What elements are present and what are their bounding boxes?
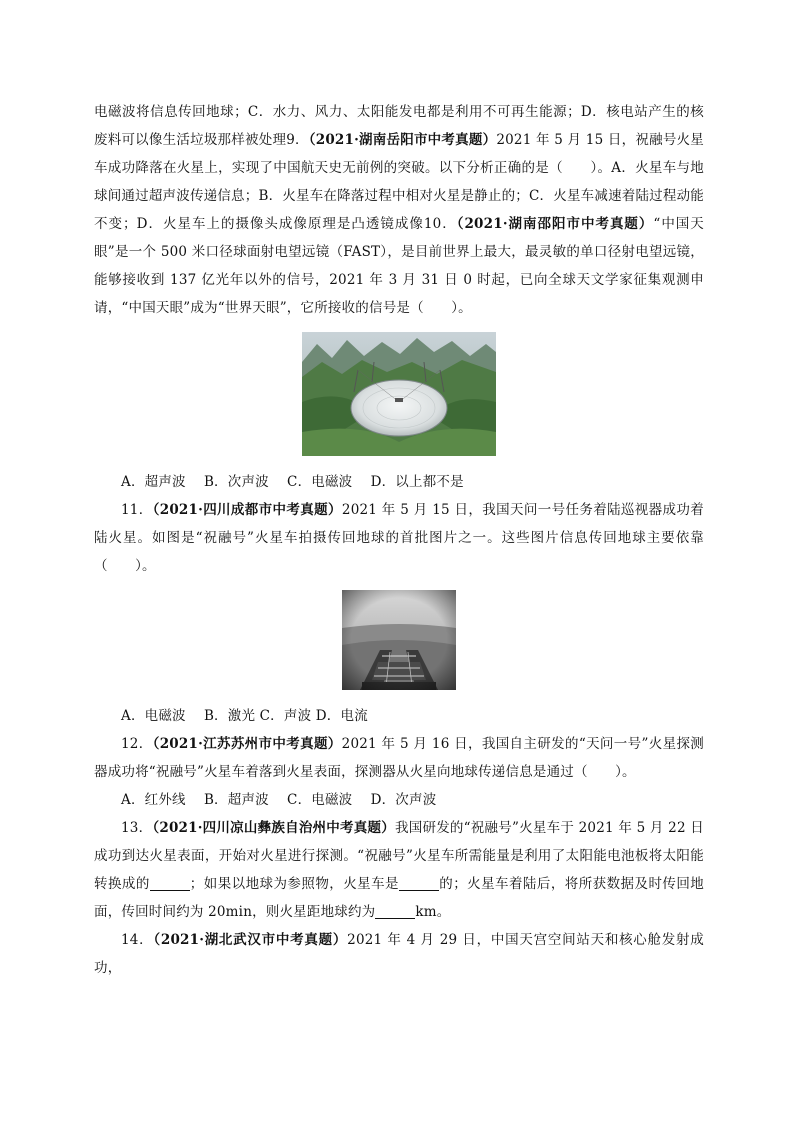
question-13-number: 13． <box>121 820 153 836</box>
question-11-block <box>94 496 704 580</box>
question-14-text: 2021 年 4 月 29 日，中国天宫空间站天和核心舱发射成功， <box>94 932 704 976</box>
question-9-block <box>94 98 704 322</box>
question-9-number: 9． <box>286 132 309 148</box>
answer-blank-3 <box>375 904 415 919</box>
question-9-text: 2021 年 5 月 15 日，祝融号火星车成功降落在火星上，实现了中国航天史无前例的突破。以下分析正确的是（ ）。A．火星车与地球间通过超声波传递信息；B．火星车在降落过程中相对火星是静止的；C．火星车减速着陆过程动能不变；D．火星车上的摄像头成像原理是凸透镜成像 <box>94 132 704 232</box>
question-13-text-3: 的；火星车着陆后，将所获数据及时传回地面，传回时间约为 20min，则火星距地球约为 <box>94 876 704 920</box>
question-11-source: （2021·四川成都市中考真题） <box>152 502 342 518</box>
question-9-source: （2021·湖南岳阳市中考真题） <box>308 132 497 148</box>
question-12-options: A．红外线 B．超声波 C．电磁波 D．次声波 <box>121 792 437 808</box>
question-14-number: 14． <box>121 932 154 948</box>
mars-rover-image <box>342 590 456 690</box>
question-10-options: A．超声波 B．次声波 C．电磁波 D．以上都不是 <box>121 474 464 490</box>
question-10-text: “中国天眼”是一个 500 米口径球面射电望远镜（FAST），是目前世界上最大，最灵敏的单口径射电望远镜，能够接收到 137 亿光年以外的信号，2021 年 3 月 31 日 0 时起，已向全球天文学家征集观测申请，“中国天眼”成为“世界天眼”，它所接收的信号是（ ）。 <box>94 216 704 316</box>
question-10-source: （2021·湖南邵阳市中考真题） <box>456 216 654 232</box>
question-11-text: 2021 年 5 月 15 日，我国天问一号任务着陆巡视器成功着陆火星。如图是“祝融号”火星车拍摄传回地球的首批图片之一。这些图片信息传回地球主要依靠（ ）。 <box>94 502 704 574</box>
answer-blank-1 <box>150 876 190 891</box>
question-13-text-1: 我国研发的“祝融号”火星车于 2021 年 5 月 22 日成功到达火星表面，开始对火星进行探测。“祝融号”火星车所需能量是利用了太阳能电池板将太阳能转换成的 <box>94 820 704 892</box>
question-8-tail: 电磁波将信息传回地球；C．水力、风力、太阳能发电都是利用不可再生能源；D．核电站产生的核废料可以像生活垃圾那样被处理 <box>94 104 704 148</box>
question-12-block <box>94 730 704 786</box>
question-13-text-4: km。 <box>415 904 451 920</box>
question-12-text: 2021 年 5 月 16 日，我国自主研发的“天问一号”火星探测器成功将“祝融号”火星车着落到火星表面，探测器从火星向地球传递信息是通过（ ）。 <box>94 736 705 780</box>
question-12-number: 12． <box>121 736 153 752</box>
question-14-source: （2021·湖北武汉市中考真题） <box>153 932 348 948</box>
question-12-source: （2021·江苏苏州市中考真题） <box>152 736 342 752</box>
question-13-block <box>94 814 704 926</box>
fast-telescope-image <box>302 332 496 456</box>
answer-blank-2 <box>399 876 439 891</box>
question-13-text-2: ；如果以地球为参照物，火星车是 <box>189 876 399 892</box>
question-11-number: 11． <box>121 502 153 518</box>
question-11-options: A．电磁波 B．激光 C．声波 D．电流 <box>121 708 368 724</box>
document-page <box>94 98 704 982</box>
question-13-source: （2021·四川凉山彝族自治州中考真题） <box>152 820 395 836</box>
question-10-number: 10． <box>423 216 457 232</box>
question-14-block <box>94 926 704 982</box>
